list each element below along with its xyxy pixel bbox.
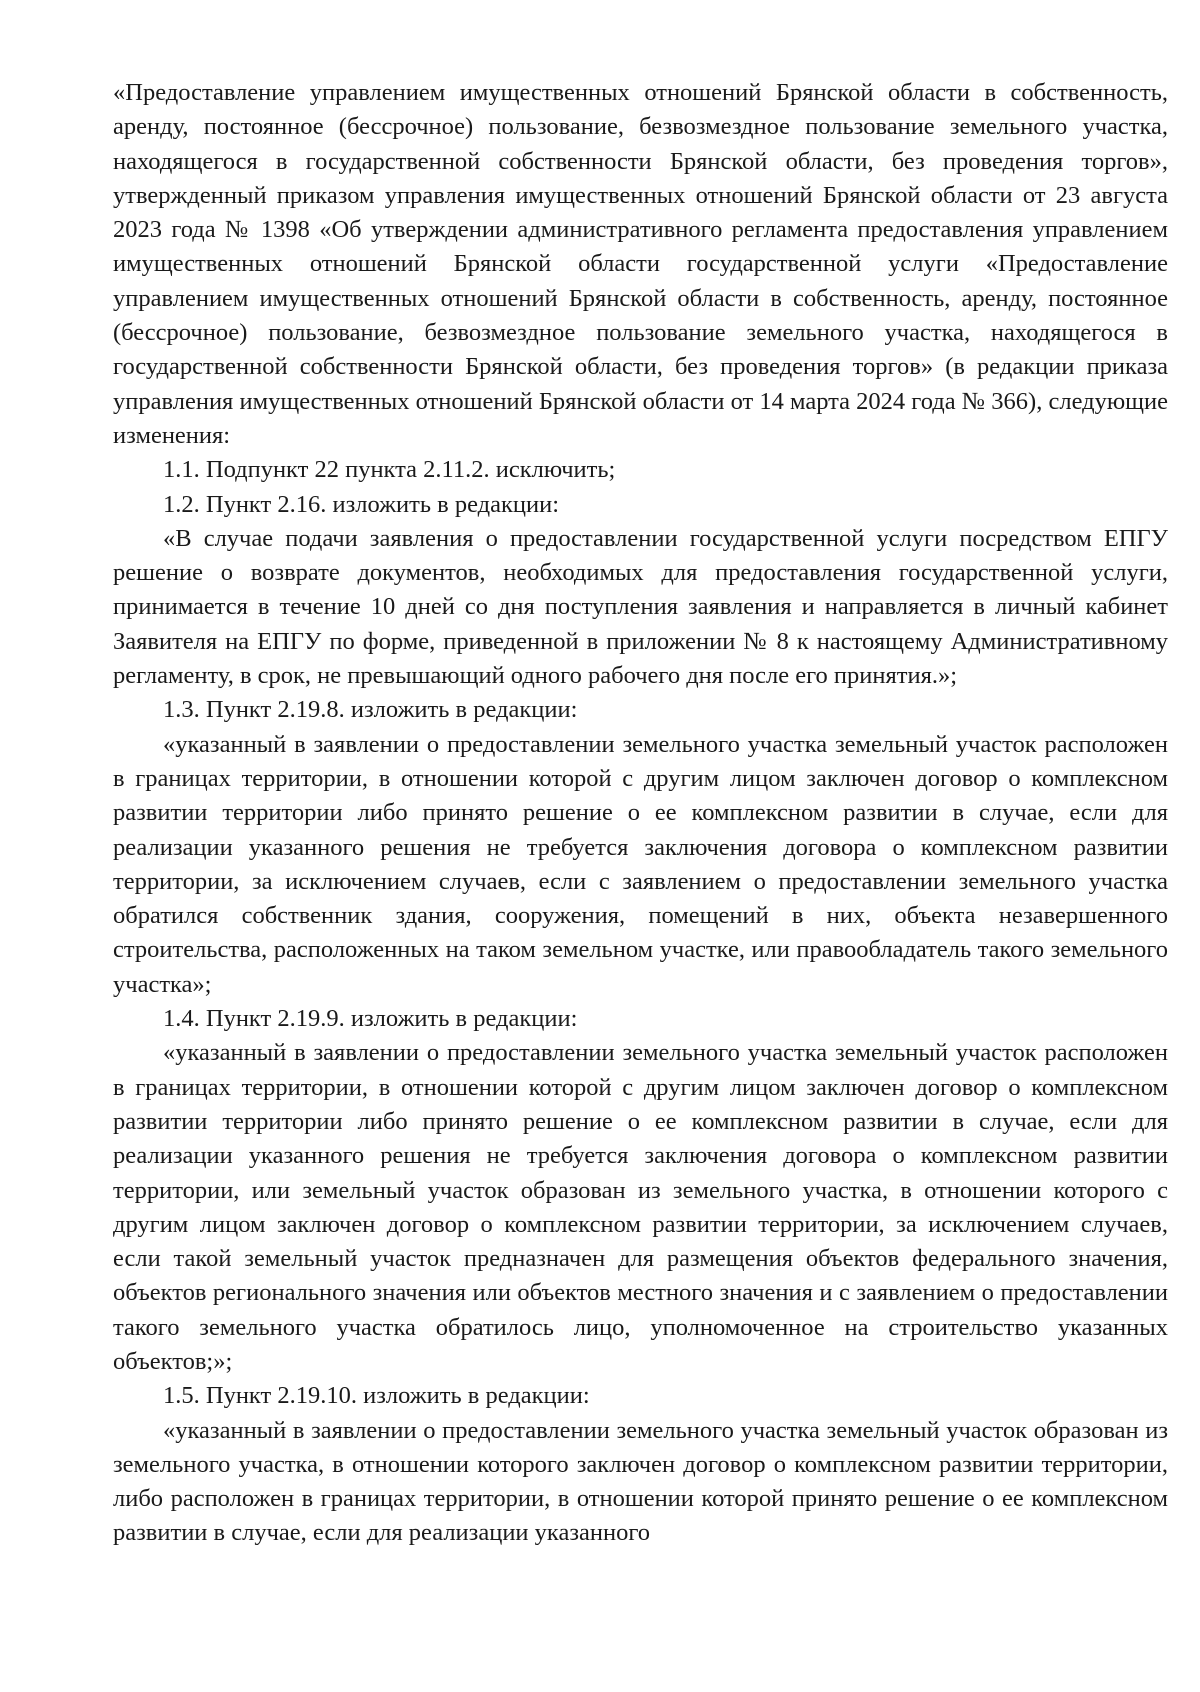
paragraph-item-1-2-text: «В случае подачи заявления о предоставлении государственной услуги посредством ЕПГУ решение о возврате документов, необходимых для предоставления государственной услуги, принимается в течение 10 дней со дня поступления заявления и направляется в личный кабинет Заявителя на ЕПГУ по форме, приведенной в приложении № 8 к настоящему Административному регламенту, в срок, не превышающий одного рабочего дня после его принятия.»; [113,524,1168,690]
paragraph-item-1-5-text: «указанный в заявлении о предоставлении земельного участка земельный участок образован из земельного участка, в отношении которого заключен договор о комплексном развитии территории, либо расположен в границах территории, в отношении которой принято решение о ее комплексном развитии в случае, если для реализации указанного [113,1416,1168,1547]
paragraph-intro: «Предоставление управлением имущественных отношений Брянской области в собственность, аренду, постоянное (бессрочное) пользование, безвозмездное пользование земельного участка, находящегося в государственной собственности Брянской области, без проведения торгов», утвержденный приказом управления имущественных отношений Брянской области от 23 августа 2023 года № 1398 «Об утверждении административного регламента предоставления управлением имущественных отношений Брянской области государственной услуги «Предоставление управлением имущественных отношений Брянской области в собственность, аренду, постоянное (бессрочное) пользование, безвозмездное пользование земельного участка, находящегося в государственной собственности Брянской области, без проведения торгов» (в редакции приказа управления имущественных отношений Брянской области от 14 марта 2024 года № 366), следующие изменения: [113,79,1168,449]
paragraph-item-1-3-text: «указанный в заявлении о предоставлении земельного участка земельный участок расположен в границах территории, в отношении которой с другим лицом заключен договор о комплексном развитии территории либо принято решение о ее комплексном развитии в случае, если для реализации указанного решения не требуется заключения договора о комплексном развитии территории, за исключением случаев, если с заявлением о предоставлении земельного участка обратился собственник здания, сооружения, помещений в них, объекта незавершенного строительства, расположенных на таком земельном участке, или правообладатель такого земельного участка»; [113,730,1168,998]
paragraph-item-1-1: 1.1. Подпункт 22 пункта 2.11.2. исключить; [163,456,616,484]
paragraph-item-1-5: 1.5. Пункт 2.19.10. изложить в редакции: [163,1382,590,1410]
paragraph-item-1-4: 1.4. Пункт 2.19.9. изложить в редакции: [163,1005,578,1033]
paragraph-item-1-3: 1.3. Пункт 2.19.8. изложить в редакции: [163,696,578,724]
paragraph-item-1-2: 1.2. Пункт 2.16. изложить в редакции: [163,490,560,518]
paragraph-item-1-4-text: «указанный в заявлении о предоставлении земельного участка земельный участок расположен в границах территории, в отношении которой с другим лицом заключен договор о комплексном развитии территории либо принято решение о ее комплексном развитии в случае, если для реализации указанного решения не требуется заключения договора о комплексном развитии территории, или земельный участок образован из земельного участка, в отношении которого с другим лицом заключен договор о комплексном развитии территории, за исключением случаев, если такой земельный участок предназначен для размещения объектов федерального значения, объектов регионального значения или объектов местного значения и с заявлением о предоставлении такого земельного участка обратилось лицо, уполномоченное на строительство указанных объектов;»; [113,1039,1168,1375]
document-body [113,76,1168,1551]
